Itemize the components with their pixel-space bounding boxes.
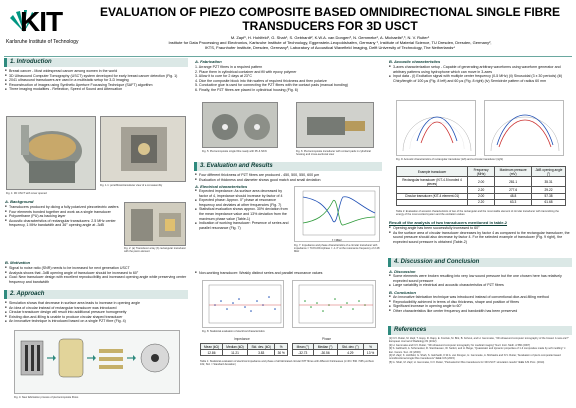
fig8-impedance-scatter bbox=[202, 280, 284, 328]
column-middle bbox=[194, 58, 382, 404]
fig9-right-image bbox=[485, 101, 565, 157]
kit-logo-subtitle: Karlsruhe Institute of Technology bbox=[6, 39, 79, 45]
result-analysis-heading: Result of the analysis of two transducers mentioned in table-2 bbox=[389, 220, 508, 225]
author-list: M. Zapf¹, H. Hohlfeld¹, G. Shah¹, S. Gebhardt², K.W.A. van Dongen³, N. Gemmeke¹, A. Michaelis²,³, N. V. Ruiter¹ bbox=[230, 35, 430, 40]
list-item: ■ Existing dice-and-filling is unable to produce circular shaped transducer bbox=[5, 315, 187, 320]
motivation-bullets bbox=[5, 266, 187, 284]
section-heading: References bbox=[394, 327, 427, 333]
list-item: [2] H. Gemmeke and N.V. Ruiter, "3D ultrasound computer tomography for medical imaging" Nucl. Instr. Meth. A 580 (2007) bbox=[389, 343, 531, 347]
fig7-xaxis-label: f / MHz bbox=[332, 238, 342, 242]
poster-title bbox=[92, 5, 568, 33]
conclusion-bullets bbox=[389, 295, 571, 313]
list-item: ■ Four different thickness of PZT fibres are produced - 450, 500, 550, 600 µm bbox=[195, 173, 381, 178]
column-right bbox=[388, 58, 572, 404]
background-bullets bbox=[5, 205, 119, 228]
list-item: ■ Statistical evaluation shows approx. 30% deviation from the mean impedance value and 13% deviation from the maximum phase value (Table-1) bbox=[195, 207, 289, 221]
list-item: ■ Signal to noise ratio (SNR) needs to be increased for next generation USCT bbox=[5, 266, 187, 271]
section-heading: 3. Evaluation and Results bbox=[200, 163, 273, 169]
list-item: ■ Large variability in electrical and acoustic characteristics of PZT fibres bbox=[389, 283, 571, 288]
fig7-caption: Fig. 7: Impedance and phase characteristics of a circular transducer with impedance = 70.8 kOhm/phase = -1.4° at the resonance frequency of 2.48 MHz bbox=[294, 244, 380, 254]
list-item: 5. Conductive glue is used for connecting the PZT fibres with the contact pads (manual bonding) bbox=[195, 83, 348, 88]
table-cell: 281.1 bbox=[495, 177, 532, 187]
fabrication-steps bbox=[195, 65, 381, 93]
list-item: 1. Arrange PZT fibres in a required pattern bbox=[195, 65, 263, 69]
list-item: ■ Polyurethane (PU) as backing layer bbox=[5, 214, 119, 219]
background-heading: A. Background bbox=[5, 199, 34, 204]
table-cell: Circular transducer (KIT-4 element-01) bbox=[397, 193, 468, 199]
table-row bbox=[201, 350, 288, 356]
affiliation-line-2: IKTS, Fraunhofer Institute, Dresden, Germany³, Laboratory of Acoustical Wavefield Imaging, Delft University of Technology, The Netherlands⁴ bbox=[205, 45, 455, 50]
list-item: ■ An innovative technique is introduced based on a single PZT fibre (Fig. 4) bbox=[5, 319, 187, 324]
table-row bbox=[293, 350, 378, 356]
table-header-cell: Median (°) bbox=[313, 344, 337, 350]
electrical-bullets-2 bbox=[195, 271, 381, 276]
kit-logo-text: KIT bbox=[20, 6, 63, 37]
list-item: ■ Some elements were broken resulting into very low sound pressure but the one chosen here has relatively expected sound pressure bbox=[389, 274, 571, 283]
list-item: ■ Transducers produced by dicing a fully polarized piezoelectric wafers bbox=[5, 205, 119, 210]
conclusion-subheading: B. Conclusion bbox=[389, 290, 416, 295]
list-item: ■ Significant increase in opening angle to 60° bbox=[389, 304, 571, 309]
list-item: ■ Three imaging modalities - Reflection, Speed of Sound and Attenuation bbox=[5, 87, 187, 92]
table-cell: 12.86 bbox=[201, 350, 223, 356]
results-top-bullets bbox=[195, 173, 381, 182]
list-item: ■ Analysis shows that -3dB opening angle of transducer should be increased to 60° bbox=[5, 271, 187, 276]
references-list bbox=[389, 337, 571, 364]
title-line-1: EVALUATION OF PIEZO COMPOSITE BASED OMNIDIRECTIONAL SINGLE FIBRE bbox=[99, 5, 561, 19]
section-introduction bbox=[4, 58, 188, 67]
table-cell: 277.6 bbox=[495, 187, 532, 193]
list-item: 6. Finally, the PZT fibres are placed in cylindrical housing (Fig. 6) bbox=[195, 87, 298, 92]
list-item: ■ Indication of working transducer: Presence of series and parallel resonance (Fig. 7) bbox=[195, 221, 289, 230]
kit-logo bbox=[6, 6, 90, 50]
section-heading: 4. Discussion and Conclusion bbox=[394, 259, 480, 265]
table-cell: -32.73 bbox=[293, 350, 314, 356]
usct-system-photo bbox=[6, 116, 96, 190]
title-line-2: TRANSDUCERS FOR 3D USCT bbox=[242, 19, 418, 33]
fig9-circular-plot bbox=[484, 100, 564, 156]
list-item: ■ Opening angle has been successfully increased to 60° bbox=[389, 226, 571, 231]
fig8-right-image bbox=[293, 281, 377, 329]
fig6-caption: Fig. 6: Piezocomposite transducer with contact pads in cylindrical housing and cross-sectional view bbox=[296, 150, 371, 157]
section-heading: 1. Introduction bbox=[10, 59, 52, 65]
fig9-caption: Fig. 9: Acoustic characteristics of rectangular transducer (left) and a circular transducer (right) bbox=[396, 158, 504, 161]
intro-bullets bbox=[5, 69, 187, 92]
table-row bbox=[397, 199, 566, 205]
acoustic-heading: B. Acoustic characteristics bbox=[389, 59, 441, 64]
table-cell: 13 % bbox=[364, 350, 378, 356]
list-item: [4] M. Zapf, K. Hohlfeld, G. Shah, S. Gebhardt, K.W.A. van Dongen, H. Gemmeke, A. Michaelis and N.V. Ruiter, "Evaluation of piezo composite based omnidirectional single fibre transducers" IEEE IUS (2015) bbox=[389, 354, 561, 361]
section-discussion bbox=[388, 258, 572, 267]
table-cell: 2.00 bbox=[468, 193, 495, 199]
fig9-rectangular-plot bbox=[396, 100, 476, 156]
fig2-caption: Fig. 2: (a) Transducer array (b) rectangular transducer with the piezo element bbox=[124, 247, 186, 254]
table-cell bbox=[397, 199, 468, 205]
process-diagram-image bbox=[15, 331, 181, 395]
transducer-array-image bbox=[125, 203, 186, 246]
table1-impedance-label: Impedance bbox=[234, 337, 250, 341]
section-heading: 2. Approach bbox=[10, 291, 45, 297]
list-item: [1] N.V. Ruiter, M. Zapf, T. Hopp, R. Dapp, E. Kretzek, M. Birk, B. Kohout, and H. Gemmeke, "3D ultrasound computer tomography of the breast: A new era?" European Journal of Radiology 81 (2012) bbox=[389, 337, 569, 344]
table1-impedance bbox=[200, 343, 288, 356]
table-cell: 2.20 bbox=[468, 187, 495, 193]
header-divider bbox=[4, 56, 572, 57]
transducer-cut-photo bbox=[100, 116, 186, 182]
list-item: ■ Circular transducer design will result into additional pressure homogeneity bbox=[5, 310, 187, 315]
list-item: 4. Dice the composite block into thin wafers of required thickness and then polarize bbox=[195, 78, 327, 83]
table-cell: 48.8 bbox=[495, 193, 532, 199]
table-cell: 35.31 bbox=[532, 177, 566, 187]
table-cell: 29.22 bbox=[532, 187, 566, 193]
table-header-cell: Maximum pressure (mV) bbox=[495, 167, 532, 177]
table-cell: 63.3 bbox=[495, 199, 532, 205]
fig8-phase-scatter bbox=[292, 280, 376, 328]
list-item: ■ Reconstruction of images using Synthetic Aperture Focussing Technique (SAFT) algorithm bbox=[5, 83, 187, 88]
fig1-right-caption: Fig. 1.1: pore/fibres/transducer view of a cut assembly bbox=[100, 184, 163, 187]
fig5-caption: Fig. 5: Piezocomposite single fibre ready with Pb & NKN bbox=[202, 150, 267, 153]
list-item: ■ Evaluation of thickness and diameter shows good match and small deviation bbox=[195, 178, 381, 183]
table-cell: 61.68 bbox=[532, 199, 566, 205]
section-approach bbox=[4, 290, 188, 299]
list-item: ■ Expected impedance: As surface area decreased by factor of 4, impedance should increase by factor of 4 bbox=[195, 189, 289, 198]
table-cell: 11.21 bbox=[223, 350, 248, 356]
fig6-photo bbox=[296, 102, 374, 148]
fig8-left-image bbox=[203, 281, 285, 329]
table1-phase-label: Phase bbox=[322, 337, 332, 341]
fig6-image bbox=[297, 103, 374, 148]
header bbox=[0, 0, 576, 56]
list-item: 2. Place them in cylindrical container and fill with epoxy polymer bbox=[195, 69, 297, 74]
list-item: ■ Simulation shows that decrease in surface area leads to increase in opening angle bbox=[5, 301, 187, 306]
fig4-caption: Fig. 4: New fabrication process of piezocomposite fibres bbox=[14, 396, 79, 399]
table-header-cell: % bbox=[364, 344, 378, 350]
fig5-photo bbox=[202, 102, 278, 148]
fig7-impedance-phase-plot bbox=[294, 186, 380, 242]
fabrication-heading: A. Fabrication bbox=[195, 59, 222, 64]
table1-caption: Table 1: Statistical evaluation of electrical impedance and phase of all fabricated circular PZT fibres with different thicknesses (n=46 / 590 / 565 µm/Sum 162, Std. = Standard deviation) bbox=[200, 360, 375, 367]
table-cell: 2.20 bbox=[468, 199, 495, 205]
list-item: ■ As the surface area of circular transducer decreases by factor 4 as compared to the rectangular transducer, the sound pressure should also decrease by factor 4. For the selected example of transducer (Fig. 9 right), the expected sound pressure is obtained (Table-2) bbox=[389, 231, 571, 245]
motivation-heading: B. Motivation bbox=[5, 260, 31, 265]
table-cell: 4.29 bbox=[337, 350, 364, 356]
fig1-caption: Fig. 1: 3D USCT with cover opened bbox=[6, 192, 47, 195]
discussion-bullets bbox=[389, 274, 571, 288]
list-item: ■ Non-working transducer: Weakly distinct series and parallel resonance values bbox=[195, 271, 381, 276]
list-item: ■ 2041 ultrasound transducers are used in a multistatic setup for 3-D imaging bbox=[5, 78, 187, 83]
table-cell: Rectangular transducer (KIT-4.5 bonded 4 pieces) bbox=[397, 177, 468, 187]
list-item: ■ An idea of circular instead of rectangular transducer was introduced bbox=[5, 306, 187, 311]
table-header-cell: % bbox=[275, 344, 288, 350]
electrical-bullets bbox=[195, 189, 289, 230]
list-item: ■ Breast cancer - Most widespread cancer among women in the world bbox=[5, 69, 187, 74]
electrical-heading: A. Electrical characteristics bbox=[195, 184, 248, 189]
table1-phase bbox=[292, 343, 378, 356]
table-header-cell: Std. dev. (°) bbox=[337, 344, 364, 350]
list-item: ■ 3D Ultrasound Computer Tomography (USCT) system developed for early breast cancer detection (Fig. 1) bbox=[5, 74, 187, 79]
transducer-photo-image bbox=[101, 117, 186, 182]
table-header-cell: Median (kΩ) bbox=[223, 344, 248, 350]
list-item: [5] G. Shah, M. Zapf, H. Gemmeke, N.V. Ruiter, "Piezoelectric fibre transducers for 3D USCT: simulation results" IEEE IUS Proc. (2014) bbox=[389, 360, 545, 364]
table-header-cell: Example transducer bbox=[397, 167, 468, 177]
table-header-cell: Frequency (MHz) bbox=[468, 167, 495, 177]
list-item: ■ An innovative fabrication technique was introduced instead of conventional dice-and-filling method bbox=[389, 295, 571, 300]
list-item: [3] S. Gebhardt, A. Schonecker, R. Steinhausen, W. Seifert, and H. Beige, "Quasistatic and dynamic properties of 1-3 composites made by soft molding" J. Eur. Ceram. Soc. 23 (2003) bbox=[389, 347, 567, 354]
result-analysis-bullets bbox=[389, 226, 571, 244]
fig8-caption: Fig. 8: Statistical evaluation of electrical characteristics bbox=[202, 330, 265, 333]
acoustic-bullets bbox=[389, 65, 571, 83]
authors-block bbox=[92, 35, 568, 50]
table-cell: 30 % bbox=[275, 350, 288, 356]
table-cell: 2.00 bbox=[468, 177, 495, 187]
discussion-subheading: A. Discussion bbox=[389, 269, 416, 274]
affiliation-line-1: Institute for Data Processing and Electronics, Karlsruhe Institute of Technology, Eggenstein-Leopoldshafen, Germany ¹, Institute of Material Science, TU Dresden, Dresden, Germany², bbox=[168, 40, 492, 45]
column-left bbox=[4, 58, 188, 404]
list-item: ■ Expected phase: Approx. 0° phase at resonance frequency and deviates at other frequencies (Fig. 7) bbox=[195, 198, 289, 207]
transducer-array-photo bbox=[124, 202, 186, 246]
list-item: ■ Goal: New transducer design with excellent reproducibility and increased opening angle while preserving center frequency and bandwidth bbox=[5, 275, 187, 284]
usct-photo-image bbox=[7, 117, 96, 190]
fabrication-process-diagram bbox=[14, 330, 180, 394]
list-item: ■ Input data - (i) Excitation signal with multiple center frequency (0-5 MHz) (ii) Sinusoidal (3 x 30 periods) (iii) Chirp/length of 100 µs (Fig. 8 left) and 60 µs (Fig. 8 right) (iv) Semicircle pattern of radius 60 mm bbox=[389, 74, 571, 83]
table-header-cell: Std. dev. (kΩ) bbox=[248, 344, 275, 350]
list-item: ■ Acoustic characteristics of rectangular transducers: 2.5 MHz center frequency, 1 MHz bandwidth and 36° opening angle at -3dB bbox=[5, 219, 119, 228]
table-cell: -30.56 bbox=[313, 350, 337, 356]
table2-acoustic bbox=[396, 166, 566, 206]
table-row bbox=[397, 177, 566, 187]
fig9-left-image bbox=[397, 101, 477, 157]
table2-caption: Table 2: Evaluation of acoustic characteristics of two of the rectangular and the most stable element of circular transducer with transmitting the energy of the most excited system and the excitation values bbox=[396, 210, 559, 217]
section-results bbox=[194, 162, 382, 171]
list-item: ■ Other characteristics like center frequency and bandwidth has been preserved bbox=[389, 309, 571, 314]
table-cell: 57.38 bbox=[532, 193, 566, 199]
section-references bbox=[388, 326, 572, 335]
list-item: 3. Allow it to cure for 2 days at 23°C bbox=[195, 74, 252, 79]
list-item: ■ Four elements bonded together and work as a single transducer bbox=[5, 210, 119, 215]
table-cell: 3.83 bbox=[248, 350, 275, 356]
table-header-cell: Mean (kΩ) bbox=[201, 344, 223, 350]
list-item: ■ Reproducibility achieved in terms of disc thickness, shape and position of fibres bbox=[389, 300, 571, 305]
fig7-plot-image bbox=[295, 187, 381, 243]
fig5-image bbox=[203, 103, 278, 148]
list-item: ■ 3-axes characterization setup - Capable of generating arbitrary waveforms using waveform generator and arbitrary patterns using hydrophone which can move in 3-axes bbox=[389, 65, 571, 74]
approach-bullets bbox=[5, 301, 187, 324]
table-header-cell: Mean (°) bbox=[293, 344, 314, 350]
table-header-cell: -3dB opening angle (°) bbox=[532, 167, 566, 177]
